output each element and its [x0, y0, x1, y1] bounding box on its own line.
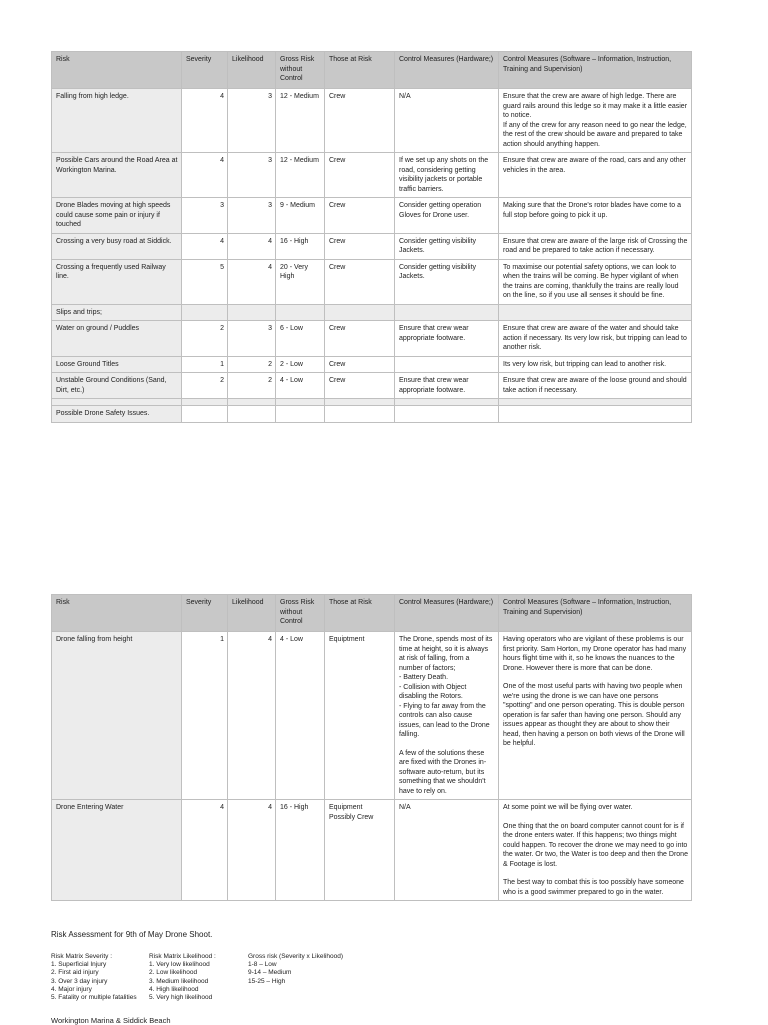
cell-paragraph: The Drone, spends most of its time at height, so it is always at risk of falling, from a number of factors; - Battery Death. - Collision with Object disabling the Rotors. - Flying to far away from the controls can also cause issues, can lead to the Drone falling.	[399, 636, 493, 738]
those-at-risk-cell: Crew	[325, 321, 395, 357]
control-software-cell	[499, 304, 692, 321]
table-row	[52, 259, 692, 304]
cell-paragraph: One of the most useful parts with having two people when we're using the drone is we can have one persons "spotting" and one person operating. This is double person operation is far safer than having one person. Should any issues appear as thought they are about to show their head, then having a person on both views of the Drone will be helpful.	[503, 683, 685, 747]
control-software-cell	[499, 259, 692, 304]
control-hardware-cell	[395, 233, 499, 259]
risk-cell: Possible Drone Safety Issues.	[52, 406, 182, 423]
cell-paragraph: A few of the solutions these are fixed with the Drones in-software auto-return, but its something that we shouldn't have to rely on.	[399, 749, 487, 795]
header-likelihood: Likelihood	[228, 595, 276, 632]
risk-matrix-keys	[51, 953, 731, 1013]
severity-key-line: 5. Fatality or multiple fatalities	[51, 994, 137, 1002]
table-row	[52, 406, 692, 423]
table-row	[52, 198, 692, 234]
control-hardware-cell	[395, 800, 499, 901]
control-hardware-cell	[395, 356, 499, 373]
control-software-cell	[499, 632, 692, 800]
table-row	[52, 321, 692, 357]
cell-paragraph: To maximise our potential safety options, we can look to when the trains will be coming. Be hyper vigilant of when the trains are coming, thankfully the trains are really loud on the line, so if you use all senses it should be fine.	[503, 263, 679, 299]
those-at-risk-cell: Crew	[325, 233, 395, 259]
those-at-risk-cell: Crew	[325, 373, 395, 399]
gross-risk-cell: 12 - Medium	[276, 153, 325, 198]
cell-paragraph: If we set up any shots on the road, considering getting visibility jackets or portable traffic barriers.	[399, 157, 489, 193]
control-software-cell	[499, 373, 692, 399]
severity-key-line: 1. Superficial Injury	[51, 961, 107, 969]
header-risk: Risk	[52, 595, 182, 632]
cell-paragraph: Ensure that the crew are aware of high ledge. There are guard rails around this ledge so it may make it a little easier to notice. If any of the crew for any reason need to go near the ledge, the rest of the crew should be aware and prepared to take action should anything happen.	[503, 93, 688, 148]
header-likelihood: Likelihood	[228, 52, 276, 89]
cell-paragraph: Having operators who are vigilant of these problems is our first priority. Sam Horton, my Drone operator has had many hours flight time with it, so he knows the nuances to the Drone. However there is more that can be done.	[503, 636, 687, 672]
severity-cell: 4	[182, 800, 228, 901]
gross-risk-key-line: 1-8 – Low	[248, 961, 277, 969]
risk-cell: Slips and trips;	[52, 304, 182, 321]
header-severity: Severity	[182, 595, 228, 632]
gross-risk-cell: 4 - Low	[276, 632, 325, 800]
risk-cell: Drone falling from height	[52, 632, 182, 800]
header-gross-risk: Gross Risk without Control	[276, 52, 325, 89]
table-row	[52, 399, 692, 406]
likelihood-key-line: 1. Very low likelihood	[149, 961, 210, 969]
likelihood-cell: 2	[228, 373, 276, 399]
cell-paragraph: The best way to combat this is too possibly have someone who is a good swimmer prepared to go in the water.	[503, 879, 684, 896]
severity-key-line: 2. First aid injury	[51, 969, 99, 977]
table-row	[52, 356, 692, 373]
those-at-risk-cell	[325, 406, 395, 423]
risk-cell	[52, 399, 182, 406]
risk-cell: Drone Entering Water	[52, 800, 182, 901]
control-hardware-cell	[395, 153, 499, 198]
control-software-cell	[499, 406, 692, 423]
risk-cell: Possible Cars around the Road Area at Workington Marina.	[52, 153, 182, 198]
control-software-cell	[499, 356, 692, 373]
gross-risk-key	[248, 953, 343, 986]
gross-risk-cell: 6 - Low	[276, 321, 325, 357]
control-software-cell	[499, 800, 692, 901]
header-gross-risk: Gross Risk without Control	[276, 595, 325, 632]
severity-key-line: Risk Matrix Severity :	[51, 953, 113, 960]
risk-table-1	[51, 51, 692, 423]
those-at-risk-cell: Crew	[325, 89, 395, 153]
severity-cell: 1	[182, 356, 228, 373]
severity-cell: 2	[182, 321, 228, 357]
those-at-risk-cell: Crew	[325, 356, 395, 373]
cell-paragraph: N/A	[399, 804, 411, 811]
cell-paragraph: Ensure that crew wear appropriate footware.	[399, 377, 469, 394]
control-hardware-cell	[395, 198, 499, 234]
severity-cell	[182, 304, 228, 321]
likelihood-key-line: Risk Matrix Likelihood :	[149, 953, 216, 960]
gross-risk-cell	[276, 399, 325, 406]
cell-paragraph: At some point we will be flying over water.	[503, 804, 633, 811]
header-control-software: Control Measures (Software – Information, Instruction, Training and Supervision)	[499, 52, 692, 89]
table-row	[52, 632, 692, 800]
those-at-risk-cell: Crew	[325, 153, 395, 198]
severity-cell: 1	[182, 632, 228, 800]
cell-paragraph: Consider getting visibility Jackets.	[399, 263, 477, 280]
those-at-risk-cell: Crew	[325, 259, 395, 304]
those-at-risk-cell	[325, 399, 395, 406]
risk-cell: Crossing a frequently used Railway line.	[52, 259, 182, 304]
gross-risk-key-line: Gross risk (Severity x Likelihood)	[248, 953, 343, 960]
likelihood-cell: 3	[228, 198, 276, 234]
control-hardware-cell	[395, 373, 499, 399]
likelihood-key-line: 5. Very high likelihood	[149, 994, 213, 1002]
document-caption: Risk Assessment for 9th of May Drone Shoot.	[51, 930, 213, 939]
cell-paragraph: Consider getting operation Gloves for Drone user.	[399, 202, 482, 219]
gross-risk-cell: 9 - Medium	[276, 198, 325, 234]
control-software-cell	[499, 198, 692, 234]
table-row	[52, 233, 692, 259]
severity-key	[51, 953, 137, 1002]
risk-table-2	[51, 594, 692, 901]
header-control-hardware: Control Measures (Hardware;)	[395, 595, 499, 632]
location-label: Workington Marina & Siddick Beach	[51, 1016, 171, 1025]
severity-cell: 5	[182, 259, 228, 304]
likelihood-cell: 3	[228, 321, 276, 357]
those-at-risk-cell	[325, 304, 395, 321]
severity-cell: 4	[182, 89, 228, 153]
table-row	[52, 373, 692, 399]
control-software-cell	[499, 399, 692, 406]
severity-key-line: 4. Major injury	[51, 985, 92, 993]
control-hardware-cell	[395, 89, 499, 153]
control-software-cell	[499, 89, 692, 153]
control-software-cell	[499, 153, 692, 198]
gross-risk-key-line: 9-14 – Medium	[248, 969, 292, 977]
table-row	[52, 89, 692, 153]
likelihood-cell	[228, 304, 276, 321]
cell-paragraph: Ensure that crew are aware of the loose ground and should take action if necessary.	[503, 377, 687, 394]
header-severity: Severity	[182, 52, 228, 89]
likelihood-cell: 3	[228, 89, 276, 153]
likelihood-cell: 4	[228, 259, 276, 304]
severity-cell: 3	[182, 198, 228, 234]
those-at-risk-cell: Equipment Possibly Crew	[325, 800, 395, 901]
gross-risk-cell: 16 - High	[276, 233, 325, 259]
gross-risk-cell: 16 - High	[276, 800, 325, 901]
those-at-risk-cell: Crew	[325, 198, 395, 234]
control-hardware-cell	[395, 399, 499, 406]
gross-risk-cell: 20 - Very High	[276, 259, 325, 304]
header-risk: Risk	[52, 52, 182, 89]
gross-risk-cell	[276, 406, 325, 423]
cell-paragraph: N/A	[399, 93, 411, 100]
risk-cell: Drone Blades moving at high speeds could cause some pain or injury if touched	[52, 198, 182, 234]
severity-cell	[182, 399, 228, 406]
risk-cell: Falling from high ledge.	[52, 89, 182, 153]
header-control-hardware: Control Measures (Hardware;)	[395, 52, 499, 89]
risk-cell: Water on ground / Puddles	[52, 321, 182, 357]
control-software-cell	[499, 233, 692, 259]
likelihood-cell: 4	[228, 632, 276, 800]
likelihood-key-line: 2. Low likelihood	[149, 969, 198, 977]
cell-paragraph: Ensure that crew are aware of the road, cars and any other vehicles in the area.	[503, 157, 686, 174]
table-row	[52, 800, 692, 901]
risk-cell: Crossing a very busy road at Siddick.	[52, 233, 182, 259]
table-row	[52, 153, 692, 198]
likelihood-cell: 2	[228, 356, 276, 373]
likelihood-cell	[228, 406, 276, 423]
cell-paragraph: Ensure that crew wear appropriate footware.	[399, 325, 469, 342]
severity-cell: 4	[182, 153, 228, 198]
header-those-at-risk: Those at Risk	[325, 595, 395, 632]
gross-risk-cell: 4 - Low	[276, 373, 325, 399]
gross-risk-cell	[276, 304, 325, 321]
gross-risk-cell: 12 - Medium	[276, 89, 325, 153]
risk-cell: Unstable Ground Conditions (Sand, Dirt, etc.)	[52, 373, 182, 399]
footer	[51, 930, 731, 1013]
control-software-cell	[499, 321, 692, 357]
control-hardware-cell	[395, 632, 499, 800]
risk-cell: Loose Ground Titles	[52, 356, 182, 373]
table-header-row	[52, 52, 692, 89]
table-header-row	[52, 595, 692, 632]
likelihood-key-line: 4. High likelihood	[149, 985, 199, 993]
likelihood-cell: 3	[228, 153, 276, 198]
severity-key-line: 3. Over 3 day injury	[51, 977, 108, 985]
header-control-software: Control Measures (Software – Information, Instruction, Training and Supervision)	[499, 595, 692, 632]
likelihood-cell: 4	[228, 233, 276, 259]
cell-paragraph: One thing that the on board computer cannot count for is if the drone enters water. If this happens; two things might could happen. To recover the drone we may need to go into the water. Or two, the Water is too deep and then the Drone & Footage is lost.	[503, 822, 688, 868]
cell-paragraph: Its very low risk, but tripping can lead to another risk.	[503, 360, 667, 368]
table-row	[52, 304, 692, 321]
control-hardware-cell	[395, 406, 499, 423]
gross-risk-cell: 2 - Low	[276, 356, 325, 373]
header-those-at-risk: Those at Risk	[325, 52, 395, 89]
likelihood-cell	[228, 399, 276, 406]
likelihood-key	[149, 953, 216, 1002]
cell-paragraph: Ensure that crew are aware of the water and should take action if necessary. Its very low risk, but tripping can lead to another risk.	[503, 325, 687, 351]
control-hardware-cell	[395, 304, 499, 321]
severity-cell: 2	[182, 373, 228, 399]
severity-cell	[182, 406, 228, 423]
those-at-risk-cell: Equiptment	[325, 632, 395, 800]
cell-paragraph: Consider getting visibility Jackets.	[399, 237, 477, 254]
likelihood-key-line: 3. Medium likelihood	[149, 977, 209, 985]
control-hardware-cell	[395, 259, 499, 304]
gross-risk-key-line: 15-25 – High	[248, 977, 286, 985]
cell-paragraph: Making sure that the Drone's rotor blades have come to a full stop before going to pick it up.	[503, 202, 681, 219]
cell-paragraph: Ensure that crew are aware of the large risk of Crossing the road and be prepared to take action if necessary.	[503, 237, 688, 254]
likelihood-cell: 4	[228, 800, 276, 901]
severity-cell: 4	[182, 233, 228, 259]
control-hardware-cell	[395, 321, 499, 357]
